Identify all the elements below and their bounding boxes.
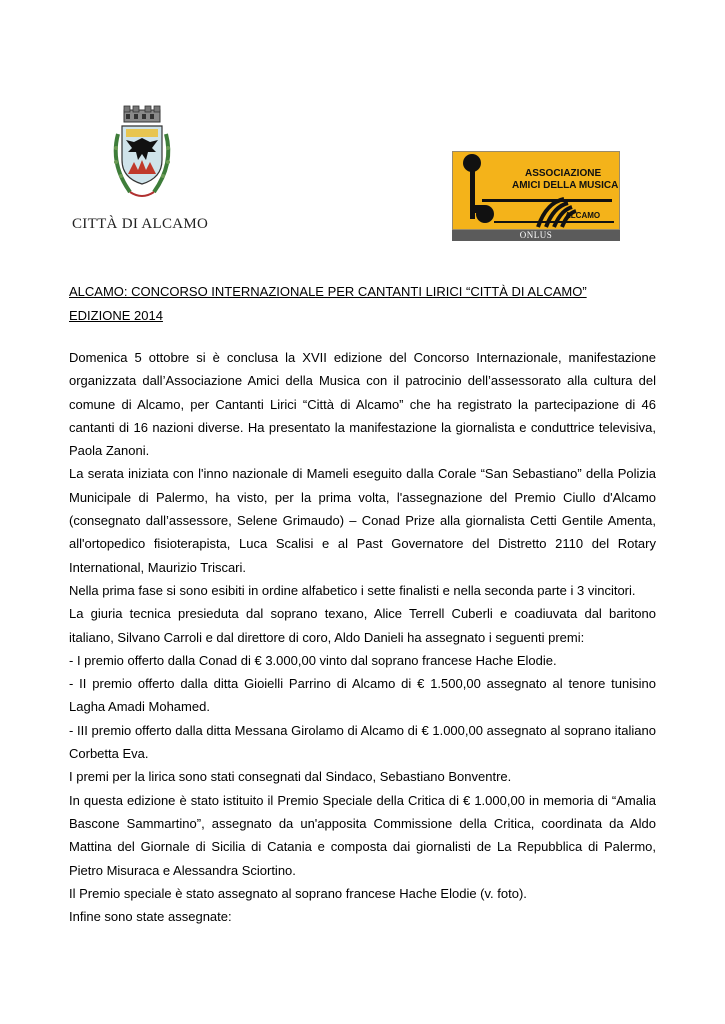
paragraph-intro: Domenica 5 ottobre si è conclusa la XVII edizione del Concorso Internazionale, manifestazione organizzata dall’Associazione Amici della Musica con il patrocinio dell’assessorato alla cultura del comune di Alcamo, per Cantanti Lirici “Città di Alcamo” che ha registrato la partecipazione di 46 cantanti di 16 nazioni diverse. Ha presentato la manifestazione la giornalista e conduttrice televisiva, Paola Zanoni.: [69, 350, 656, 459]
paragraph-first-phase: Nella prima fase si sono esibiti in ordine alfabetico i sette finalisti e nella seconda parte i 3 vincitori.: [69, 582, 636, 598]
document-title-line2: EDIZIONE 2014: [69, 308, 163, 323]
document-title: [69, 280, 669, 328]
association-logo: [452, 151, 620, 241]
paragraph-evening: La serata iniziata con l'inno nazionale di Mameli eseguito dalla Corale “San Sebastiano” della Polizia Municipale di Palermo, ha visto, per la prima volta, l'assegnazione del Premio Ciullo d'Alcamo (consegnato dall’assessore, Selene Grimaudo) – Conad Prize alla giornalista Cetti Gentile Amenta, all'ortopedico fisioterapista, Luca Scalisi e al Past Governatore del Distretto 2110 del Rotary International, Maurizio Triscari.: [69, 466, 656, 575]
paragraph-jury: La giuria tecnica presieduta dal soprano texano, Alice Terrell Cuberli e coadiuvata dal baritono italiano, Silvano Carroli e dal direttore di coro, Aldo Danieli ha assegnato i seguenti premi:: [69, 606, 656, 645]
document-body: [69, 346, 656, 928]
association-onlus-bar: ONLUS: [452, 230, 620, 241]
paragraph-first-prize: - I premio offerto dalla Conad di € 3.000,00 vinto dal soprano francese Hache Elodie.: [69, 652, 557, 668]
association-name-line1: ASSOCIAZIONE: [525, 168, 602, 179]
paragraph-mayor: I premi per la lirica sono stati consegnati dal Sindaco, Sebastiano Bonventre.: [69, 769, 512, 785]
paragraph-special-prize: Il Premio speciale è stato assegnato al soprano francese Hache Elodie (v. foto).: [69, 885, 527, 901]
paragraph-critics-prize: In questa edizione è stato istituito il Premio Speciale della Critica di € 1.000,00 in memoria di “Amalia Bascone Sammartino”, assegnato da un'apposita Commissione della Critica, coordinata da Aldo Mattina del Giornale di Sicilia di Catania e composta dai giornalisti de La Repubblica di Palermo, Pietro Misuraca e Alessandra Sciortino.: [69, 792, 656, 878]
paragraph-closing: Infine sono state assegnate:: [69, 909, 232, 925]
document-title-line1: ALCAMO: CONCORSO INTERNAZIONALE PER CANTANTI LIRICI “CITTÀ DI ALCAMO”: [69, 284, 587, 299]
paragraph-second-prize: - II premio offerto dalla ditta Gioielli Parrino di Alcamo di € 1.500,00 assegnato al tenore tunisino Lagha Amadi Mohamed.: [69, 676, 656, 715]
association-city: ALCAMO: [565, 211, 601, 220]
association-name-line2: AMICI DELLA MUSICA: [512, 180, 619, 191]
city-crest-logo: [104, 104, 180, 208]
city-crest-caption: CITTÀ DI ALCAMO: [72, 216, 209, 232]
paragraph-third-prize: - III premio offerto dalla ditta Messana Girolamo di Alcamo di € 1.000,00 assegnato al soprano italiano Corbetta Eva.: [69, 722, 656, 762]
